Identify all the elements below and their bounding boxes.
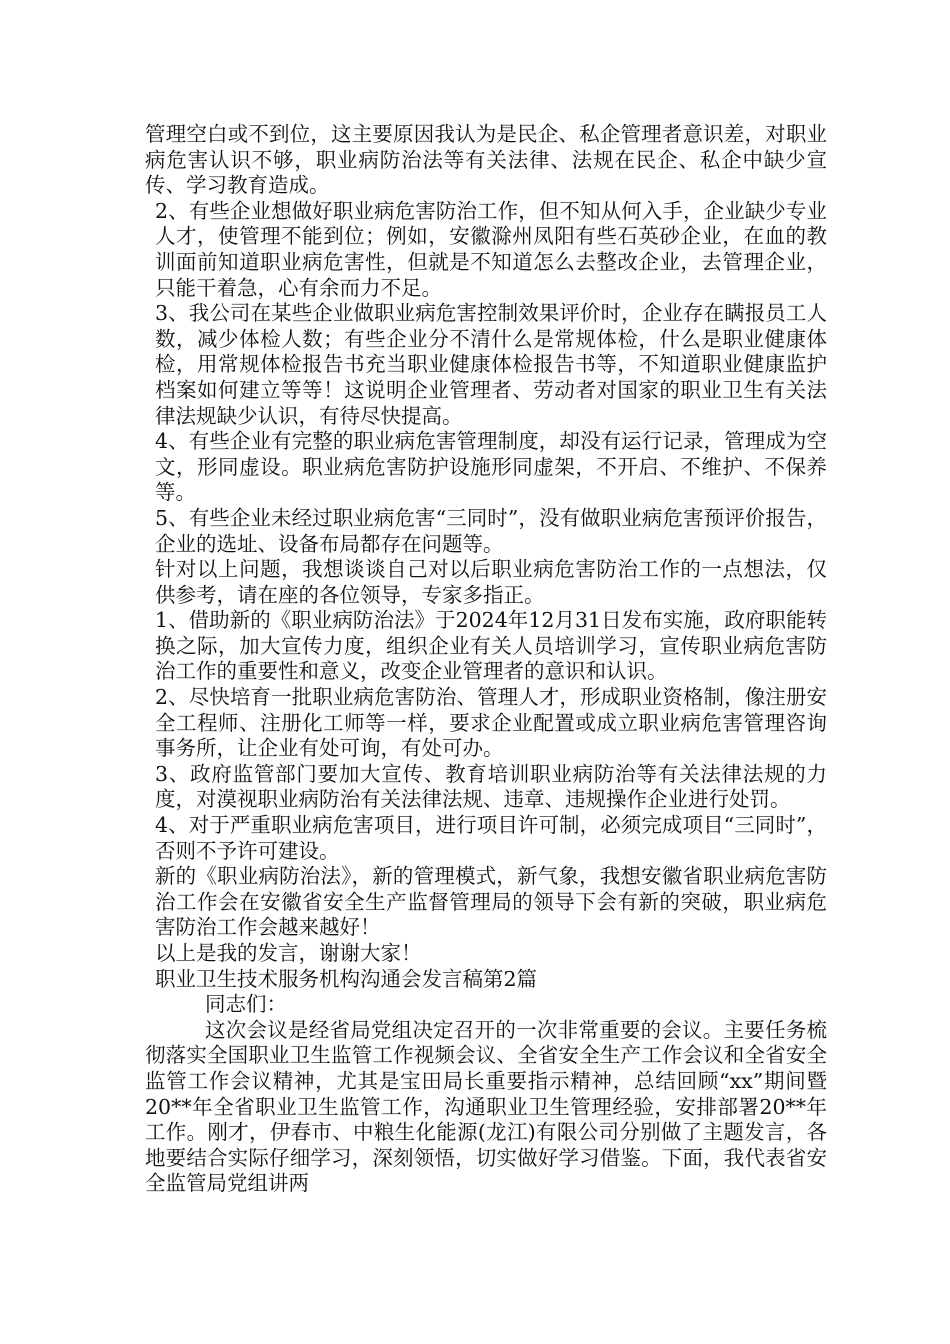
paragraph-item-3: 3、我公司在某些企业做职业病危害控制效果评价时，企业存在瞒报员工人数，减少体检人数；有些企业分不清什么是常规体检，什么是职业健康体检，用常规体检报告书充当职业健康体检报告书等，不知道职业健康监护档案如何建立等等！这说明企业管理者、劳动者对国家的职业卫生有关法律法规缺少认识，有待尽快提高。 <box>155 301 827 428</box>
paragraph-outlook: 新的《职业病防治法》，新的管理模式，新气象，我想安徽省职业病危害防治工作会在安徽省安全生产监督管理局的领导下会有新的突破，职业病危害防治工作会越来越好！ <box>155 864 827 940</box>
paragraph-item-2: 2、有些企业想做好职业病危害防治工作，但不知从何入手，企业缺少专业人才，使管理不能到位；例如，安徽滁州凤阳有些石英砂企业，在血的教训面前知道职业病危害性，但就是不知道怎么去整改企业，去管理企业，只能干着急，心有余而力不足。 <box>155 198 827 300</box>
paragraph-suggestion-2: 2、尽快培育一批职业病危害防治、管理人才，形成职业资格制，像注册安全工程师、注册化工师等一样，要求企业配置或成立职业病危害管理咨询事务所，让企业有处可询，有处可办。 <box>155 685 827 761</box>
paragraph-suggestion-3: 3、政府监管部门要加大宣传、教育培训职业病防治等有关法律法规的力度，对漠视职业病防治有关法律法规、违章、违规操作企业进行处罚。 <box>155 761 827 812</box>
paragraph-item-4: 4、有些企业有完整的职业病危害管理制度，却没有运行记录，管理成为空文，形同虚设。职业病危害防护设施形同虚架，不开启、不维护、不保养等。 <box>155 429 827 505</box>
paragraph-item-5: 5、有些企业未经过职业病危害“三同时”，没有做职业病危害预评价报告，企业的选址、设备布局都存在问题等。 <box>155 505 827 556</box>
paragraph-closing: 以上是我的发言，谢谢大家！ <box>155 941 422 965</box>
paragraph-transition: 针对以上问题，我想谈谈自己对以后职业病危害防治工作的一点想法，仅供参考，请在座的各位领导，专家多指正。 <box>155 557 827 607</box>
section-title: 职业卫生技术服务机构沟通会发言稿第2篇 <box>155 966 538 991</box>
paragraph-suggestion-4: 4、对于严重职业病危害项目，进行项目许可制，必须完成项目“三同时”，否则不予许可建设。 <box>155 813 827 863</box>
paragraph-continuation: 管理空白或不到位，这主要原因我认为是民企、私企管理者意识差，对职业病危害认识不够，职业病防治法等有关法律、法规在民企、私企中缺少宣传、学习教育造成。 <box>145 122 827 198</box>
paragraph-speech-body: 这次会议是经省局党组决定召开的一次非常重要的会议。主要任务梳彻落实全国职业卫生监管工作视频会议、全省安全生产工作会议和全省安全监管工作会议精神，尤其是宝田局长重要指示精神，总结回顾“xx”期间暨20**年全省职业卫生监管工作，沟通职业卫生管理经验，安排部署20**年工作。刚才，伊春市、中粮生化能源(龙江)有限公司分别做了主题发言，各地要结合实际仔细学习，深刻领悟，切实做好学习借鉴。下面，我代表省安全监管局党组讲两 <box>145 1017 827 1196</box>
paragraph-suggestion-1: 1、借助新的《职业病防治法》于2024年12月31日发布实施，政府职能转换之际，加大宣传力度，组织企业有关人员培训学习，宣传职业病危害防治工作的重要性和意义，改变企业管理者的意识和认识。 <box>155 608 827 684</box>
greeting: 同志们： <box>205 992 287 1017</box>
document-body <box>145 122 827 1197</box>
